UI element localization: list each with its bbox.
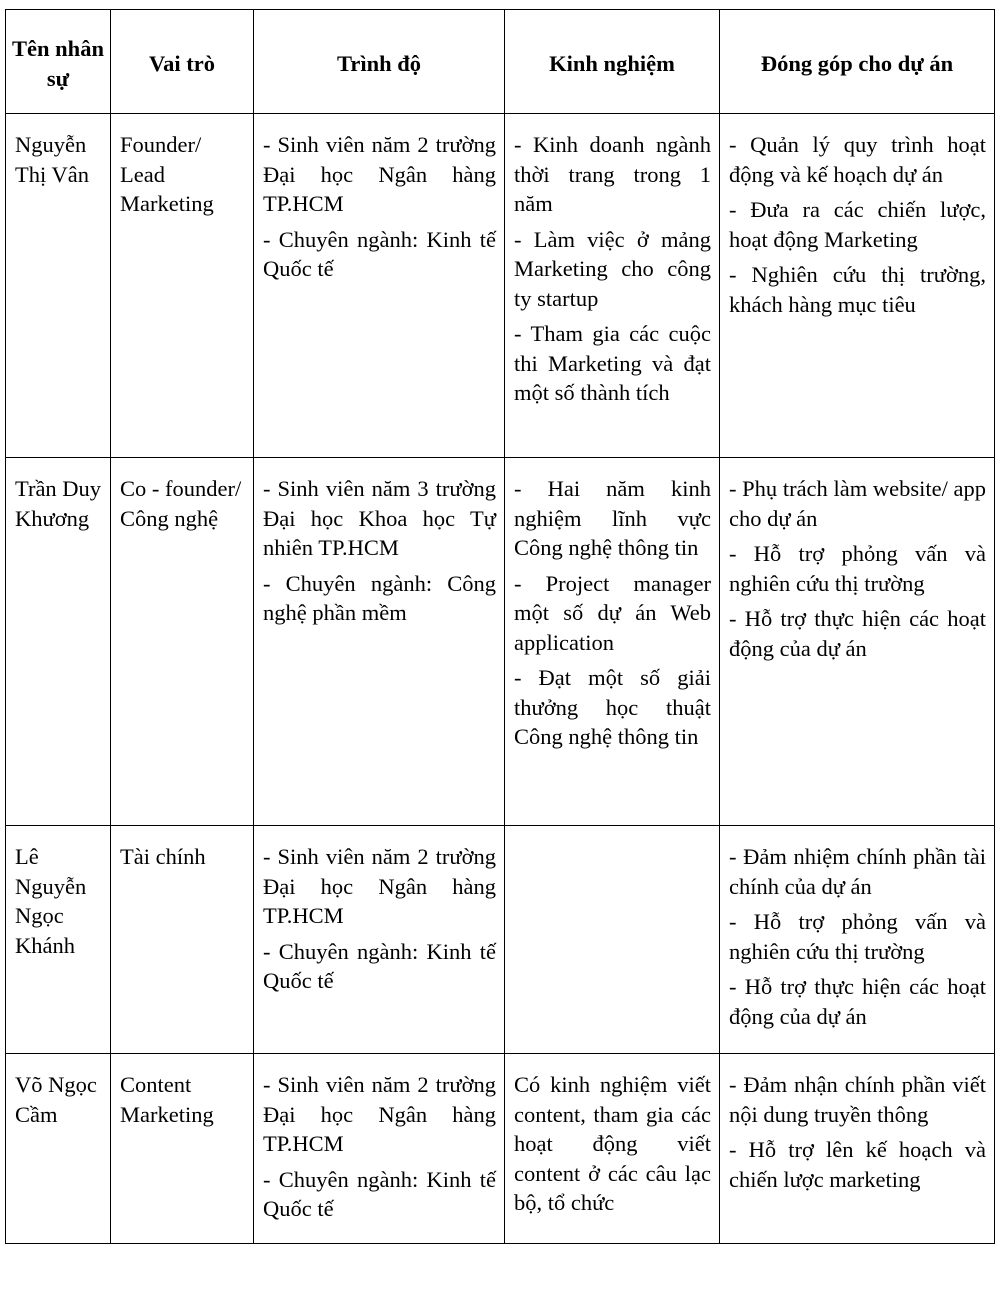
experience-line: - Project manager một số dự án Web application (514, 570, 711, 655)
contribution-line: - Đảm nhận chính phần viết nội dung truyền thông (729, 1072, 986, 1127)
contribution-line: - Hỗ trợ phỏng vấn và nghiên cứu thị trường (729, 909, 986, 964)
cell-role: Co - founder/ Công nghệ (111, 458, 254, 826)
education-line: - Chuyên ngành: Kinh tế Quốc tế (263, 938, 496, 993)
contribution-line: - Nghiên cứu thị trường, khách hàng mục tiêu (729, 262, 986, 317)
cell-experience (505, 114, 720, 458)
contribution-line: - Hỗ trợ thực hiện các hoạt động của dự án (729, 974, 986, 1029)
education-line: - Chuyên ngành: Kinh tế Quốc tế (263, 1166, 496, 1221)
cell-education (254, 114, 505, 458)
cell-education (254, 458, 505, 826)
header-education: Trình độ (254, 10, 505, 114)
staff-table (5, 9, 995, 1244)
education-line: - Chuyên ngành: Kinh tế Quốc tế (263, 226, 496, 281)
document-page (5, 9, 995, 1244)
cell-education (254, 826, 505, 1054)
table-row (6, 1054, 995, 1244)
contribution-line: - Hỗ trợ thực hiện các hoạt động của dự án (729, 606, 986, 661)
table-row (6, 114, 995, 458)
cell-contribution (720, 114, 995, 458)
cell-experience (505, 458, 720, 826)
contribution-line: - Đảm nhiệm chính phần tài chính của dự án (729, 844, 986, 899)
contribution-line: - Phụ trách làm website/ app cho dự án (729, 476, 986, 531)
cell-name: Võ Ngọc Cầm (6, 1054, 111, 1244)
header-experience: Kinh nghiệm (505, 10, 720, 114)
cell-role: Content Marketing (111, 1054, 254, 1244)
table-row (6, 458, 995, 826)
cell-role: Tài chính (111, 826, 254, 1054)
header-name: Tên nhân sự (6, 10, 111, 114)
cell-name: Lê Nguyễn Ngọc Khánh (6, 826, 111, 1054)
education-line: - Sinh viên năm 2 trường Đại học Ngân hàng TP.HCM (263, 844, 496, 928)
cell-name: Trần Duy Khương (6, 458, 111, 826)
experience-line: - Tham gia các cuộc thi Marketing và đạt một số thành tích (514, 321, 711, 405)
cell-experience (505, 1054, 720, 1244)
experience-line: Có kinh nghiệm viết content, tham gia các hoạt động viết content ở các câu lạc bộ, tổ chức (514, 1072, 711, 1215)
table-header-row (6, 10, 995, 114)
experience-line: - Hai năm kinh nghiệm lĩnh vực Công nghệ thông tin (514, 476, 711, 560)
experience-line: - Đạt một số giải thưởng học thuật Công nghệ thông tin (514, 665, 711, 749)
cell-name: Nguyễn Thị Vân (6, 114, 111, 458)
cell-contribution (720, 458, 995, 826)
header-contribution: Đóng góp cho dự án (720, 10, 995, 114)
education-line: - Sinh viên năm 2 trường Đại học Ngân hàng TP.HCM (263, 1072, 496, 1156)
education-line: - Chuyên ngành: Công nghệ phần mềm (263, 570, 496, 625)
header-role: Vai trò (111, 10, 254, 114)
cell-role: Founder/ Lead Marketing (111, 114, 254, 458)
contribution-line: - Quản lý quy trình hoạt động và kế hoạch dự án (729, 132, 986, 187)
contribution-line: - Hỗ trợ lên kế hoạch và chiến lược marketing (729, 1137, 986, 1192)
contribution-line: - Đưa ra các chiến lược, hoạt động Marketing (729, 197, 986, 252)
cell-education (254, 1054, 505, 1244)
experience-line: - Làm việc ở mảng Marketing cho công ty startup (514, 226, 711, 311)
cell-contribution (720, 826, 995, 1054)
cell-contribution (720, 1054, 995, 1244)
experience-line: - Kinh doanh ngành thời trang trong 1 năm (514, 132, 711, 216)
table-row (6, 826, 995, 1054)
cell-experience (505, 826, 720, 1054)
education-line: - Sinh viên năm 2 trường Đại học Ngân hàng TP.HCM (263, 132, 496, 216)
education-line: - Sinh viên năm 3 trường Đại học Khoa học Tự nhiên TP.HCM (263, 476, 496, 560)
contribution-line: - Hỗ trợ phỏng vấn và nghiên cứu thị trường (729, 541, 986, 596)
